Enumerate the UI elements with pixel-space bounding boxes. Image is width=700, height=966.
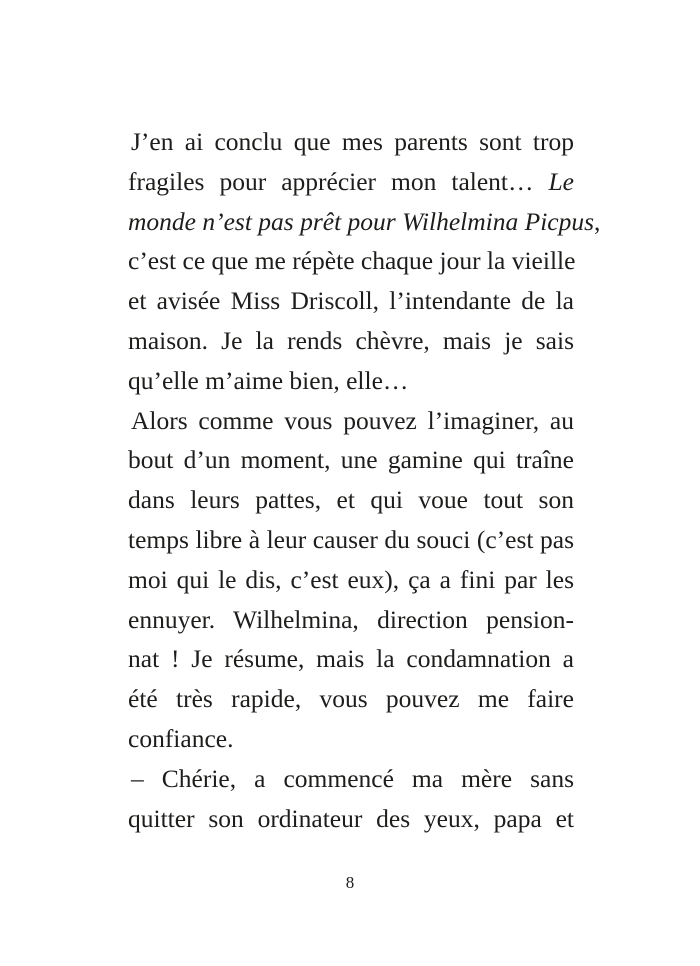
text-line <box>128 600 574 640</box>
text-line <box>128 241 574 281</box>
text-segment: et avisée Miss Driscoll, l’intendante de la <box>128 286 574 316</box>
text-line <box>128 639 574 679</box>
text-segment: maison. Je la rends chèvre, mais je sais <box>128 325 574 355</box>
italic-segment: monde n’est pas prêt pour Wilhelmina Picpus <box>128 206 595 236</box>
page-number: 8 <box>345 873 355 892</box>
text-line <box>128 679 574 719</box>
text-segment: quitter son ordinateur des yeux, papa et <box>128 803 574 833</box>
text-segment: , <box>594 206 601 236</box>
text-segment: dans leurs pattes, et qui voue tout son <box>128 485 574 515</box>
text-line <box>128 440 574 480</box>
body-text <box>128 122 601 838</box>
text-segment: bout d’un moment, une gamine qui traîne <box>128 445 574 475</box>
text-line <box>128 480 574 520</box>
text-segment: qu’elle m’aime bien, elle… <box>128 365 409 395</box>
text-line <box>128 560 574 600</box>
text-line <box>128 122 574 162</box>
italic-segment: Le <box>548 166 574 196</box>
text-segment: moi qui le dis, c’est eux), ça a fini par les <box>128 564 574 594</box>
text-segment: – Chérie, a commencé ma mère sans <box>131 763 574 793</box>
text-segment: été très rapide, vous pouvez me faire <box>128 684 574 714</box>
text-line <box>128 719 574 759</box>
text-line <box>128 520 574 560</box>
text-segment: nat ! Je résume, mais la condamnation a <box>128 644 574 674</box>
text-line <box>128 361 574 401</box>
text-segment: confiance. <box>128 723 234 753</box>
text-line <box>128 401 574 441</box>
text-segment: c’est ce que me répète chaque jour la vieille <box>128 246 576 276</box>
text-segment: J’en ai conclu que mes parents sont trop <box>131 127 574 156</box>
text-line <box>128 321 574 361</box>
text-line <box>128 281 574 321</box>
text-line <box>128 202 601 242</box>
text-line <box>128 799 574 839</box>
text-segment: fragiles pour apprécier mon talent… <box>128 166 549 196</box>
text-segment: temps libre à leur causer du souci (c’est pas <box>128 524 574 554</box>
text-segment: ennuyer. Wilhelmina, direction pension- <box>128 604 574 634</box>
text-segment: Alors comme vous pouvez l’imaginer, au <box>131 405 574 435</box>
text-line <box>128 162 574 202</box>
text-line <box>128 759 574 799</box>
